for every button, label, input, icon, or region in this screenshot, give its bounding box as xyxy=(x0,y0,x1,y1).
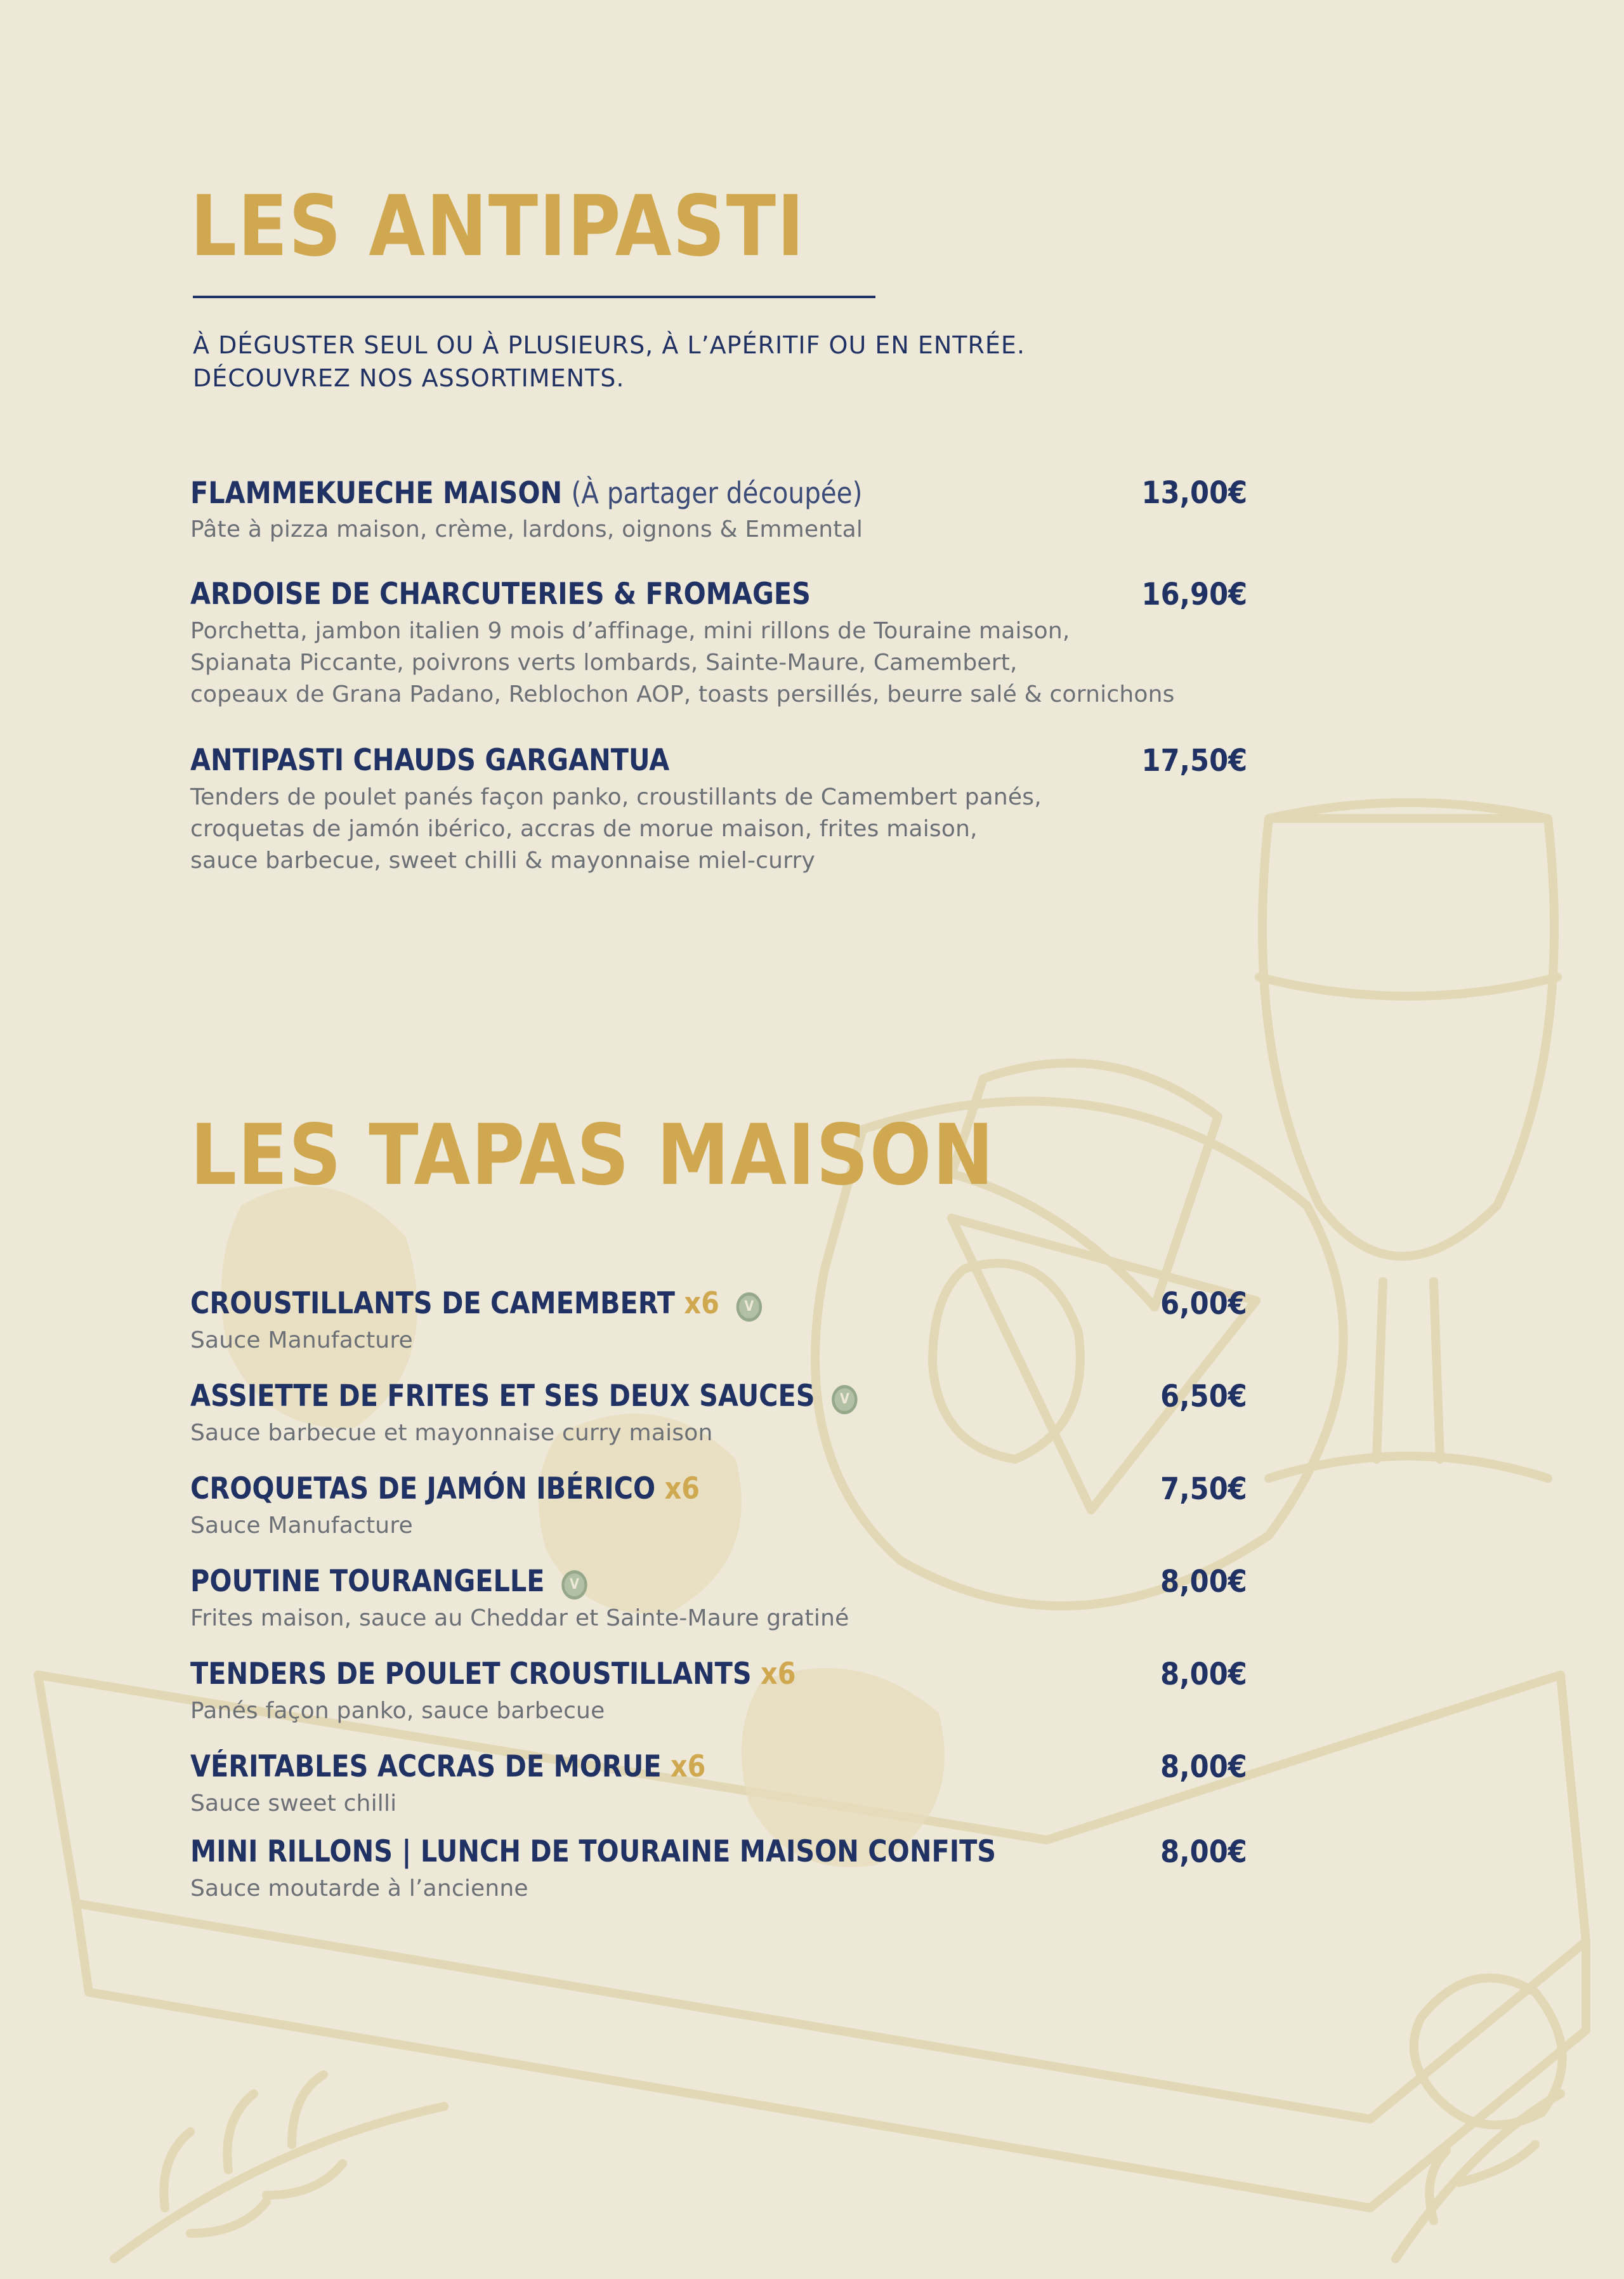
description-line: Tenders de poulet panés façon panko, croustillants de Camembert panés, xyxy=(190,784,1042,810)
menu-item-ardoise xyxy=(190,574,1247,711)
item-name: ARDOISE DE CHARCUTERIES & FROMAGES xyxy=(190,577,811,612)
description-line: copeaux de Grana Padano, Reblochon AOP, toasts persillés, beurre salé & cornichons xyxy=(190,681,1175,707)
item-price: 8,00€ xyxy=(1160,1834,1247,1870)
item-name xyxy=(190,1831,996,1873)
item-price: 6,50€ xyxy=(1160,1379,1247,1414)
item-price: 8,00€ xyxy=(1160,1749,1247,1785)
item-description: Sauce barbecue et mayonnaise curry maison xyxy=(190,1420,713,1446)
title-divider xyxy=(193,296,875,298)
item-description: Sauce moutarde à l’ancienne xyxy=(190,1875,528,1901)
menu-item-poutine xyxy=(190,1561,1247,1634)
menu-item-assiette-frites xyxy=(190,1376,1247,1449)
item-name-text: CROQUETAS DE JAMÓN IBÉRICO xyxy=(190,1471,656,1506)
antipasti-title: LES ANTIPASTI xyxy=(190,178,806,275)
intro-line: DÉCOUVREZ NOS ASSORTIMENTS. xyxy=(193,364,625,392)
item-name-text: CROUSTILLANTS DE CAMEMBERT xyxy=(190,1286,675,1321)
item-price: 13,00€ xyxy=(1141,475,1247,511)
item-description: Sauce Manufacture xyxy=(190,1327,413,1353)
menu-item-flammekueche xyxy=(190,472,1247,546)
vegetarian-icon: V xyxy=(737,1292,762,1322)
item-name xyxy=(190,1561,587,1603)
item-name: ANTIPASTI CHAUDS GARGANTUA xyxy=(190,743,670,778)
item-description: Sauce Manufacture xyxy=(190,1513,413,1539)
item-description: Panés façon panko, sauce barbecue xyxy=(190,1698,605,1724)
item-price: 8,00€ xyxy=(1160,1657,1247,1692)
item-name-text: VÉRITABLES ACCRAS DE MORUE xyxy=(190,1749,662,1784)
item-name xyxy=(190,472,862,515)
menu-item-accras xyxy=(190,1746,1247,1820)
item-name xyxy=(190,1468,700,1510)
quantity-label: x6 xyxy=(684,1286,719,1321)
item-name xyxy=(190,1376,858,1417)
description-line: Pâte à pizza maison, crème, lardons, oignons & Emmental xyxy=(190,516,863,542)
item-name xyxy=(190,1283,762,1325)
quantity-label: x6 xyxy=(670,1749,706,1784)
item-price: 17,50€ xyxy=(1141,743,1247,778)
item-price: 8,00€ xyxy=(1160,1564,1247,1599)
item-name xyxy=(190,1746,705,1788)
menu-item-tenders xyxy=(190,1653,1247,1727)
item-description xyxy=(190,782,1247,877)
description-line: Porchetta, jambon italien 9 mois d’affinage, mini rillons de Touraine maison, xyxy=(190,618,1070,644)
vegetarian-icon: V xyxy=(832,1385,857,1414)
item-price: 7,50€ xyxy=(1160,1471,1247,1507)
item-price: 6,00€ xyxy=(1160,1286,1247,1322)
description-line: Spianata Piccante, poivrons verts lombards, Sainte-Maure, Camembert, xyxy=(190,650,1018,676)
description-line: sauce barbecue, sweet chilli & mayonnaise miel-curry xyxy=(190,848,816,874)
item-note: (À partager découpée) xyxy=(571,476,863,510)
menu-item-mini-rillons xyxy=(190,1831,1247,1905)
item-description xyxy=(190,514,1247,546)
item-name-text: POUTINE TOURANGELLE xyxy=(190,1564,545,1599)
item-description xyxy=(190,615,1247,711)
description-line: croquetas de jamón ibérico, accras de morue maison, frites maison, xyxy=(190,816,978,842)
quantity-label: x6 xyxy=(761,1657,796,1691)
item-name-text: ASSIETTE DE FRITES ET SES DEUX SAUCES xyxy=(190,1379,815,1414)
item-price: 16,90€ xyxy=(1141,577,1247,612)
intro-line: À DÉGUSTER SEUL OU À PLUSIEURS, À L’APÉRITIF OU EN ENTRÉE. xyxy=(193,331,1026,359)
quantity-label: x6 xyxy=(664,1471,700,1506)
menu-item-croquetas xyxy=(190,1468,1247,1542)
menu-item-antipasti-chauds xyxy=(190,740,1247,877)
vegetarian-icon: V xyxy=(561,1570,587,1599)
item-name-text: MINI RILLONS | LUNCH DE TOURAINE MAISON CONFITS xyxy=(190,1834,997,1869)
antipasti-intro xyxy=(193,329,1144,395)
item-name-text: FLAMMEKUECHE MAISON xyxy=(190,476,563,511)
menu-item-croustillants-camembert xyxy=(190,1283,1247,1356)
item-name xyxy=(190,1653,796,1695)
item-description: Sauce sweet chilli xyxy=(190,1790,397,1816)
tapas-title: LES TAPAS MAISON xyxy=(190,1107,995,1204)
item-name-text: TENDERS DE POULET CROUSTILLANTS xyxy=(190,1657,752,1691)
item-description: Frites maison, sauce au Cheddar et Sainte-Maure gratiné xyxy=(190,1605,849,1631)
